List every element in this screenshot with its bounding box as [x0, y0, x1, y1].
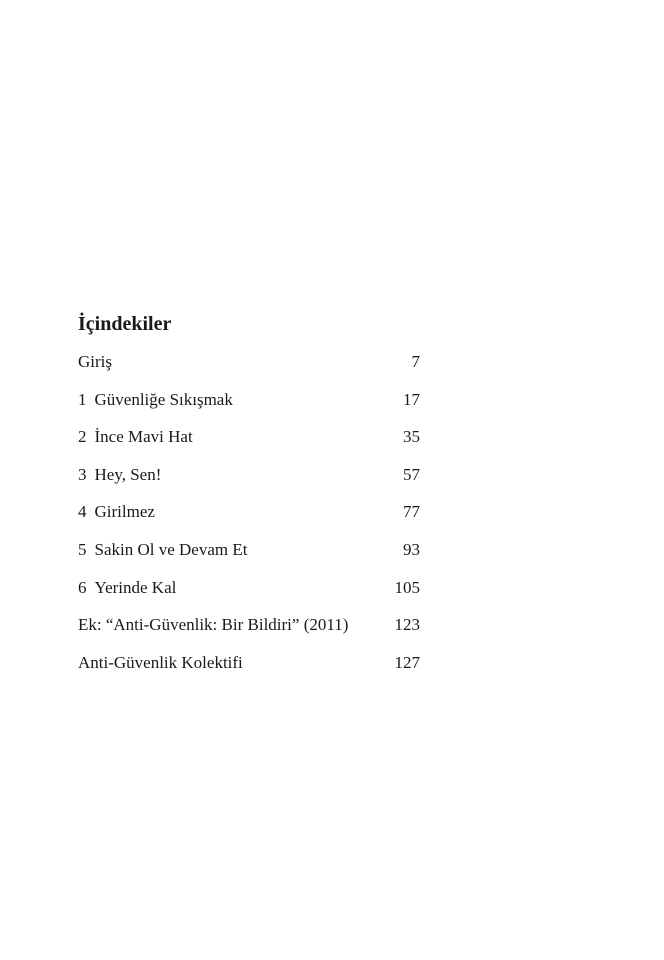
entry-title: Sakin Ol ve Devam Et	[94, 539, 248, 559]
chapter-number: 2	[78, 427, 87, 447]
entry-title: Ek: “Anti-Güvenlik: Bir Bildiri” (2011)	[78, 615, 349, 635]
entry-title: Hey, Sen!	[94, 464, 162, 484]
toc-entry-chapter-4	[78, 493, 420, 531]
toc-entry-chapter-2	[78, 418, 420, 456]
toc-entry-appendix	[78, 606, 420, 644]
page-number: 7	[411, 352, 420, 371]
page-number: 127	[394, 652, 420, 672]
entry-title: İnce Mavi Hat	[94, 427, 193, 447]
entry-title: Yerinde Kal	[94, 577, 177, 597]
page-number: 105	[394, 577, 420, 597]
entry-title: Girilmez	[94, 502, 155, 522]
page-number: 77	[403, 502, 420, 522]
page-number: 35	[403, 427, 420, 447]
toc-entry-chapter-6	[78, 569, 420, 607]
page-number: 17	[403, 389, 420, 409]
page-number: 93	[403, 539, 420, 559]
chapter-number: 5	[78, 539, 87, 559]
chapter-number: 6	[78, 577, 87, 597]
toc-entry-chapter-1	[78, 381, 420, 419]
toc-entry-collective	[78, 644, 420, 682]
entry-title: Güvenliğe Sıkışmak	[94, 389, 233, 409]
toc-list	[78, 343, 420, 681]
page-number: 57	[403, 464, 420, 484]
table-of-contents	[78, 309, 420, 681]
toc-entry-chapter-3	[78, 456, 420, 494]
chapter-number: 3	[78, 464, 87, 484]
toc-entry-giris	[78, 343, 420, 381]
entry-title: Anti-Güvenlik Kolektifi	[78, 652, 243, 672]
chapter-number: 4	[78, 502, 87, 522]
toc-heading: İçindekiler	[78, 313, 172, 335]
chapter-number: 1	[78, 389, 87, 409]
toc-entry-chapter-5	[78, 531, 420, 569]
entry-title: Giriş	[78, 352, 112, 371]
page-number: 123	[394, 615, 420, 635]
